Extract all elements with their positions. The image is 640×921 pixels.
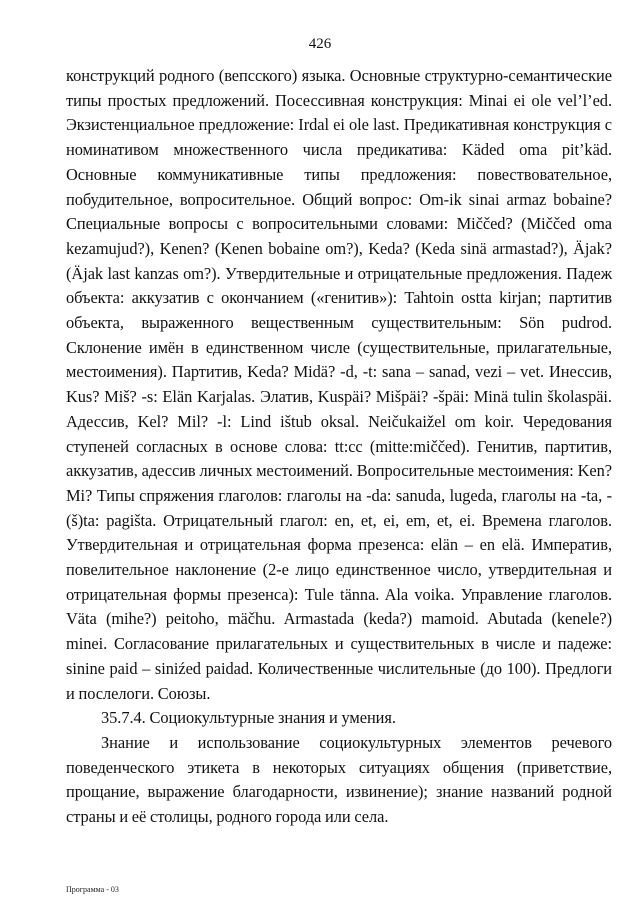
section-heading: 35.7.4. Социокультурные знания и умения. (101, 708, 396, 728)
paragraph-grammar: конструкций родного (вепсского) языка. Основные структурно-семантические типы простых предложений. Посессивная конструкция: Minai ei ole vel’l’ed. Экзистенциальное предложение: Irdal ei ole last. Предикативная конструкция с номинативом множественного числа предикатива: Käded oma pit’käd. Основные коммуникативные типы предложения: повествовательное, побудительное, вопросительное. Общий вопрос: Om-ik sinai armaz bobaine? Специальные вопросы с вопросительными словами: Miččed? (Miččed oma kezamujud?), Kenen? (Kenen bobaine om?), Keda? (Keda sinä armastad?), Äjak? (Äjak last kanzas om?). Утвердительные и отрицательные предложения. Падеж объекта: аккузатив с окончанием («генитив»): Tahtoin ostta kirjan; партитив объекта, выраженного вещественным существительным: Sön pudrod. Склонение имён в единственном числе (существительные, прилагательные, местоимения). Партитив, Keda? Midä? -d, -t: sana – sanad, vezi – vet. Инессив, Kus? Miš? -s: Elän Karjalas. Элатив, Kuspäi? Mišpäi? -špäi: Minä tulin školaspäi. Адессив, Kel? Mil? -l: Lind ištub oksal. Neičukaižel om koir. Чередования ступеней согласных в основе слова: tt:cc (mitte:miččed). Генитив, партитив, аккузатив, адессив личных местоимений. Вопросительные местоимения: Ken? Mi? Типы спряжения глаголов: глаголы на -da: sanuda, lugeda, глаголы на -ta, -(š)ta: pagišta. Отрицательный глагол: en, et, ei, em, et, ei. Времена глаголов. Утвердительная и отрицательная форма презенса: elän – en elä. Императив, повелительное наклонение (2-е лицо единственное число, утвердительная и отрицательная формы презенса): Tule tänna. Ala voika. Управление глаголов. Väta (mihe?) peitoho, mäčhu. Armastada (keda?) mamoid. Abutada (kenele?) minei. Согласование прилагательных и существительных в числе и падеже: sinine paid – siniźed paidad. Количественные числительные (до 100). Предлоги и послелоги. Союзы. (66, 66, 612, 703)
page-footer: Программа - 03 (66, 885, 119, 894)
paragraph-sociocultural: Знание и использование социокультурных элементов речевого поведенческого этикета в некоторых ситуациях общения (приветствие, прощание, выражение благодарности, извинение); знание названий родной страны и её столицы, родного города или села. (66, 732, 612, 827)
page-number: 426 (308, 36, 332, 52)
body-text (66, 64, 612, 830)
